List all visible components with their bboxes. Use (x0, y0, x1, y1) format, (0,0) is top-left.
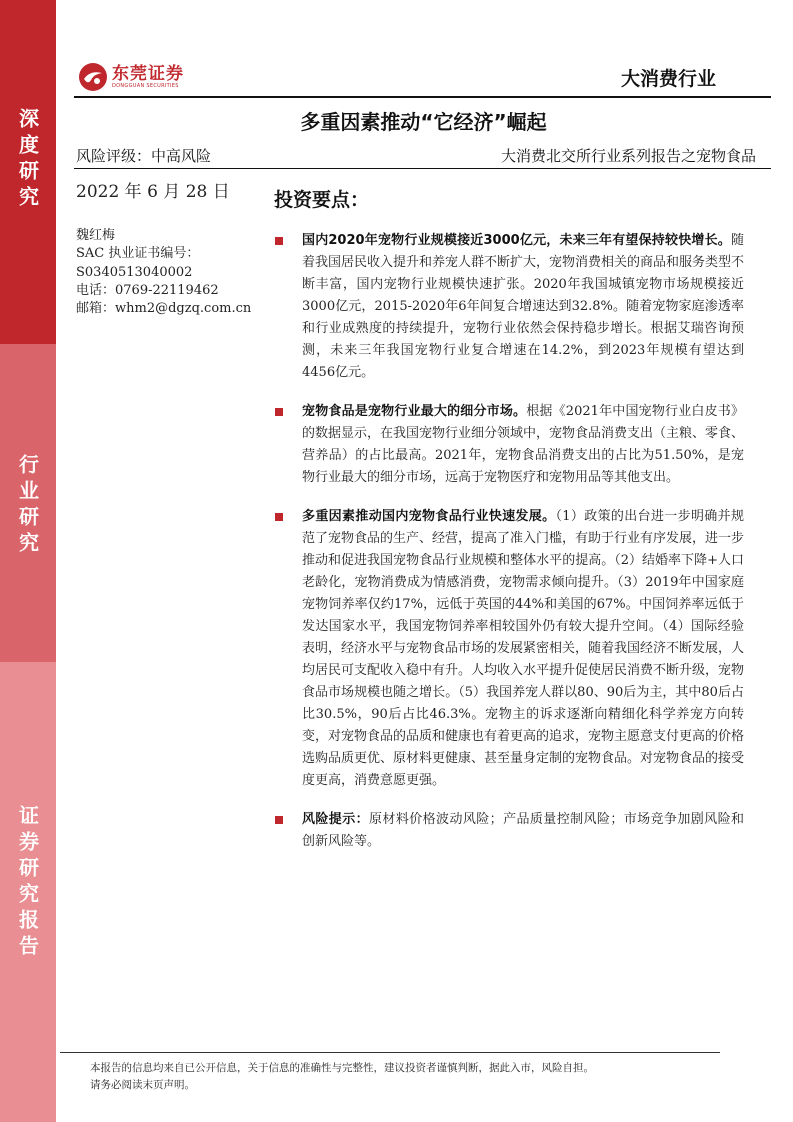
highlight-body: 随着我国居民收入提升和养宠人群不断扩大，宠物消费相关的商品和服务类型不断丰富，国内宠物行业规模快速扩张。2020年我国城镇宠物市场规模接近3000亿元，2015-2020年6年间复合增速达到32.8%。随着宠物家庭渗透率和行业成熟度的持续提升，宠物行业依然会保持稳步增长。根据艾瑞咨询预测，未来三年我国宠物行业复合增速在14.2%，到2023年规模有望达到4456亿元。 (302, 233, 745, 380)
highlight-body: 根据《2021年中国宠物行业白皮书》的数据显示，在我国宠物行业细分领域中，宠物食品消费支出（主粮、零食、营养品）的占比最高。2021年，宠物食品消费支出的占比为51.50%，是宠物行业最大的细分市场，远高于宠物医疗和宠物用品等其他支出。 (302, 404, 745, 485)
sidebar-label: 行业研究 (15, 454, 40, 558)
investment-highlights (274, 230, 744, 870)
logo-emblem-icon (78, 62, 108, 92)
logo-chinese-name: 东莞证券 (112, 64, 184, 84)
logo-english-name: DONGGUAN SECURITIES (112, 83, 179, 89)
author-sac-label: SAC 执业证书编号： (76, 246, 200, 262)
bullet-square-icon (275, 816, 283, 824)
bullet-square-icon (275, 237, 283, 245)
company-logo (78, 62, 184, 92)
disclaimer-line: 请务必阅读末页声明。 (90, 1078, 195, 1091)
highlight-item (274, 230, 744, 384)
highlight-heading: 宠物食品是宠物行业最大的细分市场。 (302, 404, 527, 419)
sidebar-deep-research (0, 0, 56, 344)
report-series: 大消费北交所行业系列报告之宠物食品 (500, 147, 756, 165)
highlight-heading: 风险提示： (302, 812, 370, 827)
author-sac-number: S0340513040002 (76, 264, 193, 280)
author-phone: 电话：0769-22119462 (76, 282, 219, 298)
sidebar-industry-research (0, 344, 56, 662)
sidebar-securities-report (0, 662, 56, 1122)
header-divider (74, 96, 771, 98)
highlight-body: 原材料价格波动风险；产品质量控制风险；市场竞争加剧风险和创新风险等。 (302, 812, 744, 849)
disclaimer-line: 本报告的信息均来自已公开信息，关于信息的准确性与完整性，建议投资者谨慎判断，据此入市，风险自担。 (90, 1062, 594, 1074)
sidebar (0, 0, 56, 1122)
investment-highlights-heading: 投资要点： (274, 189, 370, 211)
footer-divider (60, 1052, 720, 1053)
bullet-square-icon (275, 513, 283, 521)
sidebar-label: 证券研究报告 (15, 805, 40, 961)
report-title: 多重因素推动“它经济”崛起 (300, 110, 547, 134)
highlight-item (274, 809, 744, 853)
sidebar-label: 深度研究 (15, 108, 40, 212)
report-date: 2022 年 6 月 28 日 (76, 182, 230, 202)
highlight-item (274, 506, 744, 792)
risk-rating: 风险评级：中高风险 (76, 147, 212, 165)
highlight-heading: 多重因素推动国内宠物食品行业快速发展。 (302, 509, 556, 524)
bullet-square-icon (275, 408, 283, 416)
author-email: 邮箱：whm2@dgzq.com.cn (76, 301, 252, 317)
author-info (76, 227, 251, 318)
disclaimer (90, 1060, 710, 1093)
highlight-heading: 国内2020年宠物行业规模接近3000亿元，未来三年有望保持较快增长。 (302, 233, 731, 248)
industry-label: 大消费行业 (620, 68, 716, 90)
title-divider (74, 168, 771, 169)
highlight-item (274, 401, 744, 489)
highlight-body: （1）政策的出台进一步明确并规范了宠物食品的生产、经营，提高了准入门槛，有助于行业有序发展，进一步推动和促进我国宠物食品行业规模和整体水平的提高。（2）结婚率下降+人口老龄化，宠物消费成为情感消费，宠物需求倾向提升。（3）2019年中国家庭宠物饲养率仅约17%，远低于英国的44%和美国的67%。中国饲养率远低于发达国家水平，我国宠物饲养率相较国外仍有较大提升空间。（4）国际经验表明，经济水平与宠物食品市场的发展紧密相关，随着我国经济不断发展，人均居民可支配收入稳中有升。人均收入水平提升促使居民消费不断升级，宠物食品市场规模也随之增长。（5）我国养宠人群以80、90后为主，其中80后占比30.5%，90后占比46.3%。宠物主的诉求逐渐向精细化科学养宠方向转变，对宠物食品的品质和健康也有着更高的追求，宠物主愿意支付更高的价格选购品质更优、原材料更健康、甚至量身定制的宠物食品。对宠物食品的接受度更高，消费意愿更强。 (302, 509, 745, 788)
author-name: 魏红梅 (76, 228, 116, 243)
